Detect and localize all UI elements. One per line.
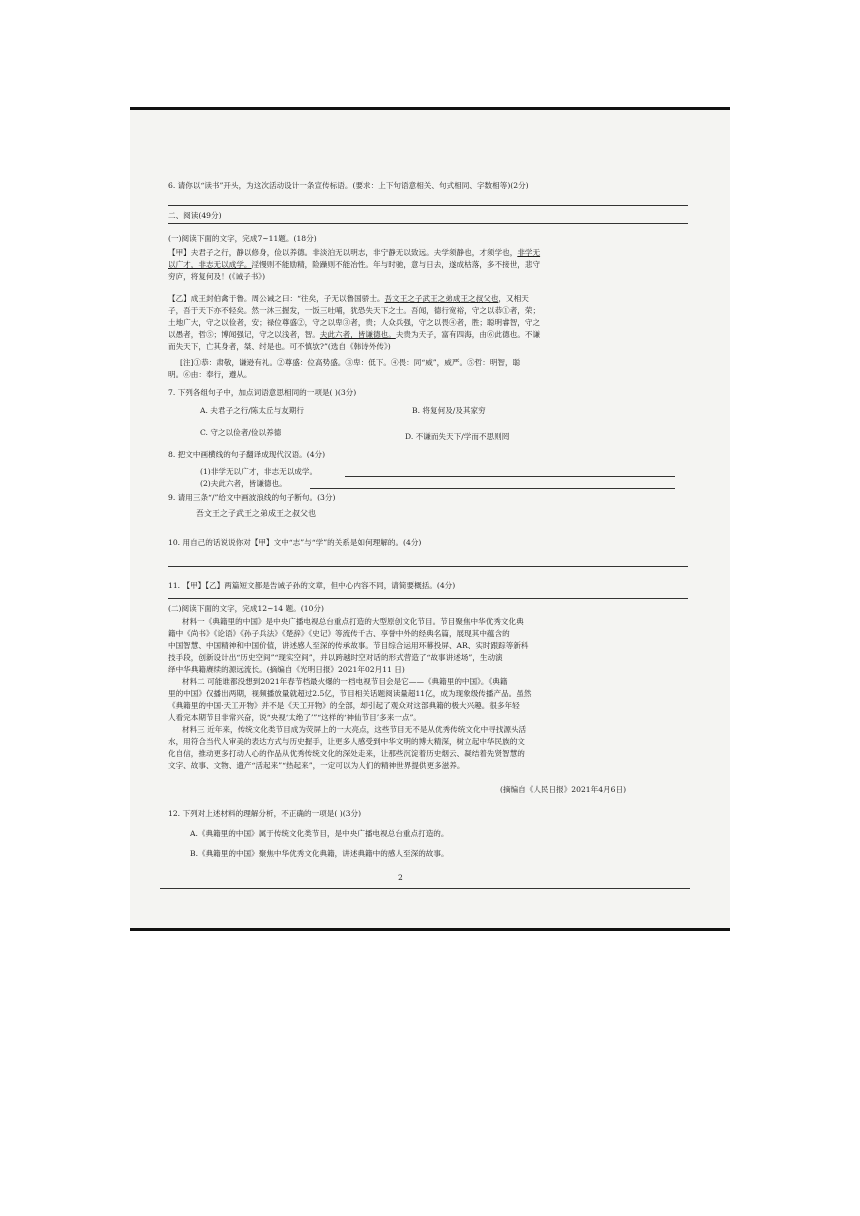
- material-2-line: 《典籍里的中国·天工开物》并不是《天工开物》的全部，却引起了观众对这部典籍的极大兴趣。很多年轻: [168, 701, 520, 710]
- yi-passage-line: [168, 329, 688, 340]
- annotation: 明。⑥由：奉行，遵从。: [168, 370, 252, 379]
- underlined-sentence: 以广才，非志无以成学。: [168, 260, 252, 269]
- part-1-heading: (一)阅读下面的文字，完成7~11题。(18分): [168, 234, 317, 243]
- material-3-line: 材料三 近年来，传统文化类节目成为荧屏上的一大亮点，这些节目无不是从优秀传统文化中寻找源头活: [182, 725, 527, 734]
- question-10: 10. 用自己的话说说你对【甲】文中“志”与“学”的关系是如何理解的。(4分): [168, 538, 422, 547]
- section-divider: [168, 223, 688, 224]
- yi-text: 夫贵为天子，富有四海，由⑥此德也。不谦: [395, 330, 541, 339]
- scan-bottom-border: [130, 928, 730, 931]
- underlined-sentence: 夫此六者，皆谦德也。: [319, 330, 396, 339]
- underlined-sentence: 非学无: [517, 248, 541, 257]
- jia-passage-line: [168, 259, 688, 270]
- material-3-line: 水，用符合当代人审美的表达方式与历史握手，让更多人感受到中华文明的博大精深，树立起中华民族的文: [168, 737, 525, 746]
- answer-line: [168, 566, 688, 567]
- answer-line: [310, 488, 675, 489]
- punctuation-sentence: 吾文王之子武王之弟成王之叔父也: [196, 509, 316, 518]
- yi-text: 【乙】成王封伯禽于鲁。周公诫之曰：“往矣，子无以鲁国骄士。: [168, 294, 385, 303]
- material-1-line: 籍中《尚书》《论语》《孙子兵法》《楚辞》《史记》等流传千古、享誉中外的经典名篇，展现其中蕴含的: [168, 629, 510, 638]
- material-2-line: 里的中国》仅播出两期，视频播放量就超过2.5亿，节目相关话题阅读量超11亿，成为现象级传播产品。虽然: [168, 689, 532, 698]
- option-c: C. 守之以俭者/俭以养德: [200, 428, 282, 437]
- answer-line: [168, 205, 688, 206]
- jia-passage-line: 穷庐，将复何及！(《诫子书》): [168, 272, 266, 281]
- option-b: B.《典籍里的中国》聚焦中华优秀文化典籍，讲述典籍中的感人至深的故事。: [190, 849, 449, 858]
- wavy-line-sentence: 吾文王之子武王之弟成王之叔父也: [384, 294, 499, 303]
- yi-passage-line: [168, 293, 688, 304]
- option-a: A.《典籍里的中国》属于传统文化类节目，是中央广播电视总台重点打造的。: [190, 829, 449, 838]
- question-9: 9. 请用三条“/”给文中画波浪线的句子断句。(3分): [168, 493, 336, 502]
- question-7: 7. 下列各组句子中，加点词语意思相同的一项是( )(3分): [168, 388, 357, 397]
- material-1-line: 技手段，创新设计出“历史空间”“现实空间”，并以跨越时空对话的形式营造了“故事讲述场”，生动演: [168, 653, 503, 662]
- option-a: A. 夫君子之行/陈太丘与友期行: [200, 406, 304, 415]
- option-b: B. 将复何及/及其家穷: [412, 406, 486, 415]
- material-1-line: 中国智慧、中国精神和中国价值，讲述感人至深的传承故事。节目综合运用环幕投屏、AR、实时跟踪等新科: [168, 641, 529, 650]
- question-8: 8. 把文中画横线的句子翻译成现代汉语。(4分): [168, 450, 326, 459]
- material-3-line: 化自信，推动更多打动人心的作品从优秀传统文化的深处走来，让那些沉淀着历史烟云、凝结着先贤智慧的: [168, 749, 525, 758]
- material-1-line: 绎中华典籍赓续的源远流长。(摘编自《光明日报》2021年02月11 日): [168, 665, 405, 674]
- question-12: 12. 下列对上述材料的理解分析，不正确的一项是( )(3分): [168, 809, 362, 818]
- material-2-line: 材料二 可能谁都没想到2021年春节档最火爆的一档电视节目会是它——《典籍里的中国》。《典籍: [182, 677, 508, 686]
- footer-rule: [160, 888, 690, 889]
- option-d: D. 不谦而失天下/学而不思则罔: [405, 432, 510, 441]
- yi-passage-line: 而失天下，亡其身者，桀、纣是也。可不慎欤?”(选自《韩诗外传》): [168, 342, 391, 351]
- material-1-line: 材料一《典籍里的中国》是中央广播电视总台重点打造的大型原创文化节目。节目聚焦中华优秀文化典: [182, 617, 524, 626]
- section-heading: 二、阅读(49分): [168, 211, 222, 220]
- material-2-line: 人看完本期节目非常兴奋，说“央视‘太绝了’”“这样的‘神仙节目’多来一点”。: [168, 713, 421, 722]
- yi-text: ，又相天: [498, 294, 529, 303]
- jia-passage-line: [168, 247, 688, 258]
- translation-item: (2)夫此六者，皆谦德也。: [200, 479, 287, 488]
- jia-text: 【甲】夫君子之行，静以修身，俭以养德。非淡泊无以明志，非宁静无以致远。夫学须静也，才须学也，: [168, 248, 518, 257]
- question-11: 11. 【甲】【乙】两篇短文都是告诫子孙的文章，但中心内容不同，请简要概括。(4分): [168, 581, 456, 590]
- source-citation: (摘编自《人民日报》2021年4月6日): [500, 785, 627, 794]
- answer-line: [345, 476, 675, 477]
- annotation: [注]①恭：肃敬，谦逊有礼。②尊盛：位高势盛。③卑：低下。④畏：同“威”，威严。⑤哲：明智，聪: [180, 358, 521, 367]
- answer-line: [168, 598, 688, 599]
- part-2-heading: (二)阅读下面的文字，完成12~14 题。(10分): [168, 604, 324, 613]
- yi-passage-line: 子，吾于天下亦不轻矣。然一沐三握发，一饭三吐哺，犹恐失天下之士。吾闻，德行宽裕，守之以恭①者，荣；: [168, 306, 541, 315]
- page-number: 2: [398, 873, 403, 882]
- yi-passage-line: 土地广大，守之以俭者，安；禄位尊盛②，守之以卑③者，贵；人众兵强，守之以畏④者，胜；聪明睿智，守之: [168, 318, 541, 327]
- translation-item: (1)非学无以广才，非志无以成学。: [200, 467, 318, 476]
- jia-text: 淫慢则不能励精，险躁则不能冶性。年与时驰，意与日去，遂成枯落，多不接世，悲守: [251, 260, 541, 269]
- material-3-line: 文字、故事、文物、遗产“活起来”“热起来”，一定可以为人们的精神世界提供更多滋养。: [168, 761, 465, 770]
- yi-text: 以愚者，哲⑤；博闻强记，守之以浅者，智。: [168, 330, 320, 339]
- scan-top-border: [130, 107, 730, 110]
- scanned-page: [130, 108, 730, 930]
- question-6: 6. 请你以“读书”开头，为这次活动设计一条宣传标语。(要求：上下句语意相关、句式相同、字数相等)(2分): [168, 181, 529, 190]
